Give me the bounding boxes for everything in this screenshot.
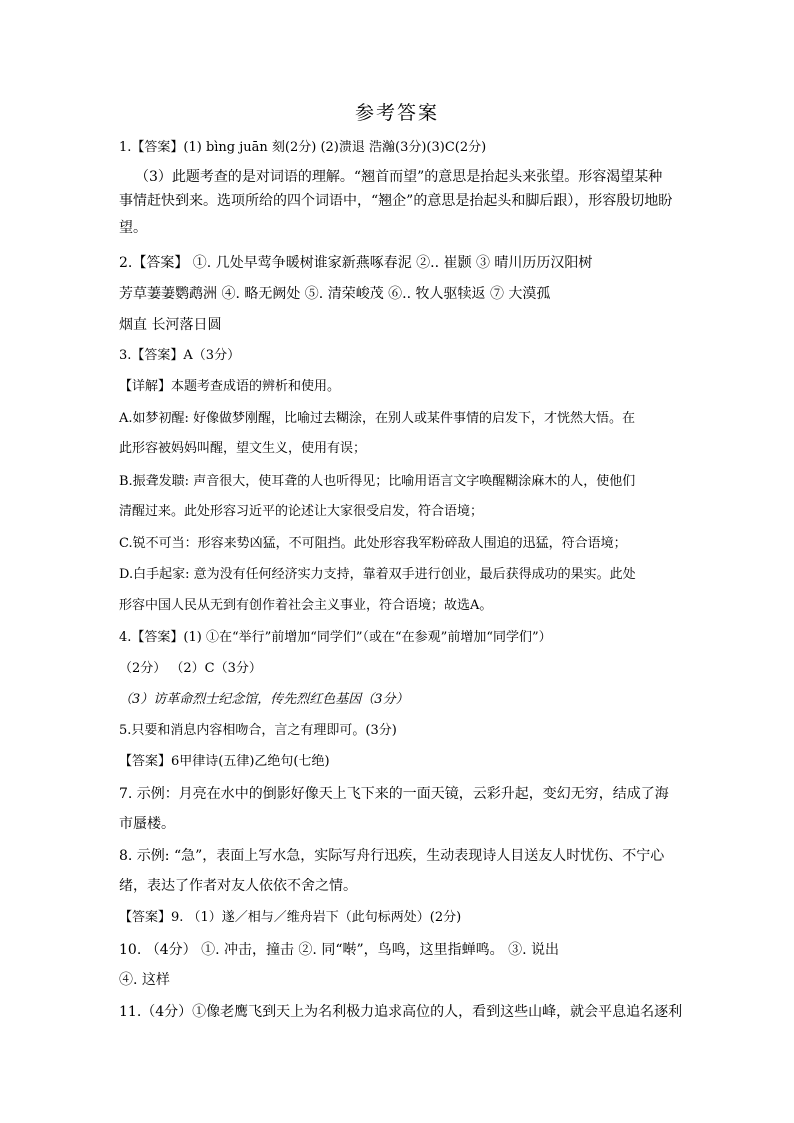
answer-1-explanation-line: 望。 xyxy=(119,220,147,236)
option-c-line: C.锐不可当：形容来势凶猛，不可阻挡。此处形容我军粉碎敌人围追的迅猛，符合语境； xyxy=(119,536,627,551)
answer-4-line: 4.【答案】(1) ①在“举行”前增加“同学们”（或在“在参观”前增加“同学们”） xyxy=(119,630,552,645)
option-b-line: B.振聋发聩: 声音很大，使耳聋的人也听得见；比喻用语言文字唤醒糊涂麻木的人，使他们 xyxy=(119,474,636,489)
answer-9-line: 【答案】9. （1）遂／相与／维舟岩下（此句标两处）(2分) xyxy=(119,910,462,925)
answer-3-detail-heading: 【详解】本题考查成语的辨析和使用。 xyxy=(119,379,341,394)
option-d-line: D.白手起家: 意为没有任何经济实力支持，靠着双手进行创业，最后获得成功的果实。此处 xyxy=(119,567,636,582)
answer-2-line: 2.【答案】 ①. 几处早莺争暖树谁家新燕啄春泥 ②.. 崔颢 ③ 晴川历历汉阳树 xyxy=(119,255,593,271)
answer-3-line: 3.【答案】A（3分） xyxy=(119,348,241,363)
answer-2-line: 烟直 长河落日圆 xyxy=(119,317,222,333)
answer-4-line: （3）访革命烈士纪念馆，传先烈红色基因（3分） xyxy=(119,692,409,707)
answer-2-line: 芳草萋萋鹦鹉洲 ④. 略无阙处 ⑤. 清荣峻茂 ⑥.. 牧人驱犊返 ⑦ 大漠孤 xyxy=(119,286,551,302)
answer-10-line: 10. （4分） ①. 冲击，撞击 ②. 同“啭”，鸟鸣，这里指蝉鸣。 ③. 说出 xyxy=(119,942,559,958)
answer-1-line: 1.【答案】(1) bìng juān 刻(2分) (2)溃退 浩瀚(3分)(3)C(2分) xyxy=(119,140,487,155)
answer-1-explanation-line: 事情赶快到来。选项所给的四个词语中，“翘企”的意思是抬起头和脚后跟），形容殷切地盼 xyxy=(119,193,673,209)
option-b-line: 清醒过来。此处形容习近平的论述让大家很受启发，符合语境； xyxy=(119,504,484,519)
option-a-line: 此形容被妈妈叫醒，望文生义，使用有误； xyxy=(119,441,367,456)
answer-4-line: （2分） （2）C（3分） xyxy=(119,661,262,676)
option-a-line: A.如梦初醒: 好像做梦刚醒，比喻过去糊涂，在别人或某件事情的启发下，才恍然大悟。在 xyxy=(119,411,636,426)
answer-7-line: 7. 示例：月亮在水中的倒影好像天上飞下来的一面天镜，云彩升起，变幻无穷，结成了海 xyxy=(119,786,669,802)
page-title: 参考答案 xyxy=(354,102,439,124)
answer-1-explanation-line: （3）此题考查的是对词语的理解。“翘首而望”的意思是抬起头来张望。形容渴望某种 xyxy=(135,169,663,185)
answer-5-line: 5.只要和消息内容相吻合，言之有理即可。(3分) xyxy=(119,723,397,738)
answer-8-line: 8. 示例: “急”，表面上写水急，实际写舟行迅疾，生动表现诗人目送友人时忧伤、不宁心 xyxy=(119,848,665,864)
option-d-line: 形容中国人民从无到有创作着社会主义事业，符合语境；故选A。 xyxy=(119,598,493,613)
answer-8-line: 绪，表达了作者对友人依依不舍之情。 xyxy=(119,878,357,894)
answer-10-line: ④. 这样 xyxy=(119,972,170,988)
answer-7-line: 市蜃楼。 xyxy=(119,816,175,832)
answer-6-line: 【答案】6甲律诗(五律)乙绝句(七绝) xyxy=(119,754,330,769)
answer-11-line: 11.（4分）①像老鹰飞到天上为名利极力追求高位的人，看到这些山峰，就会平息追名逐利 xyxy=(119,1004,683,1020)
